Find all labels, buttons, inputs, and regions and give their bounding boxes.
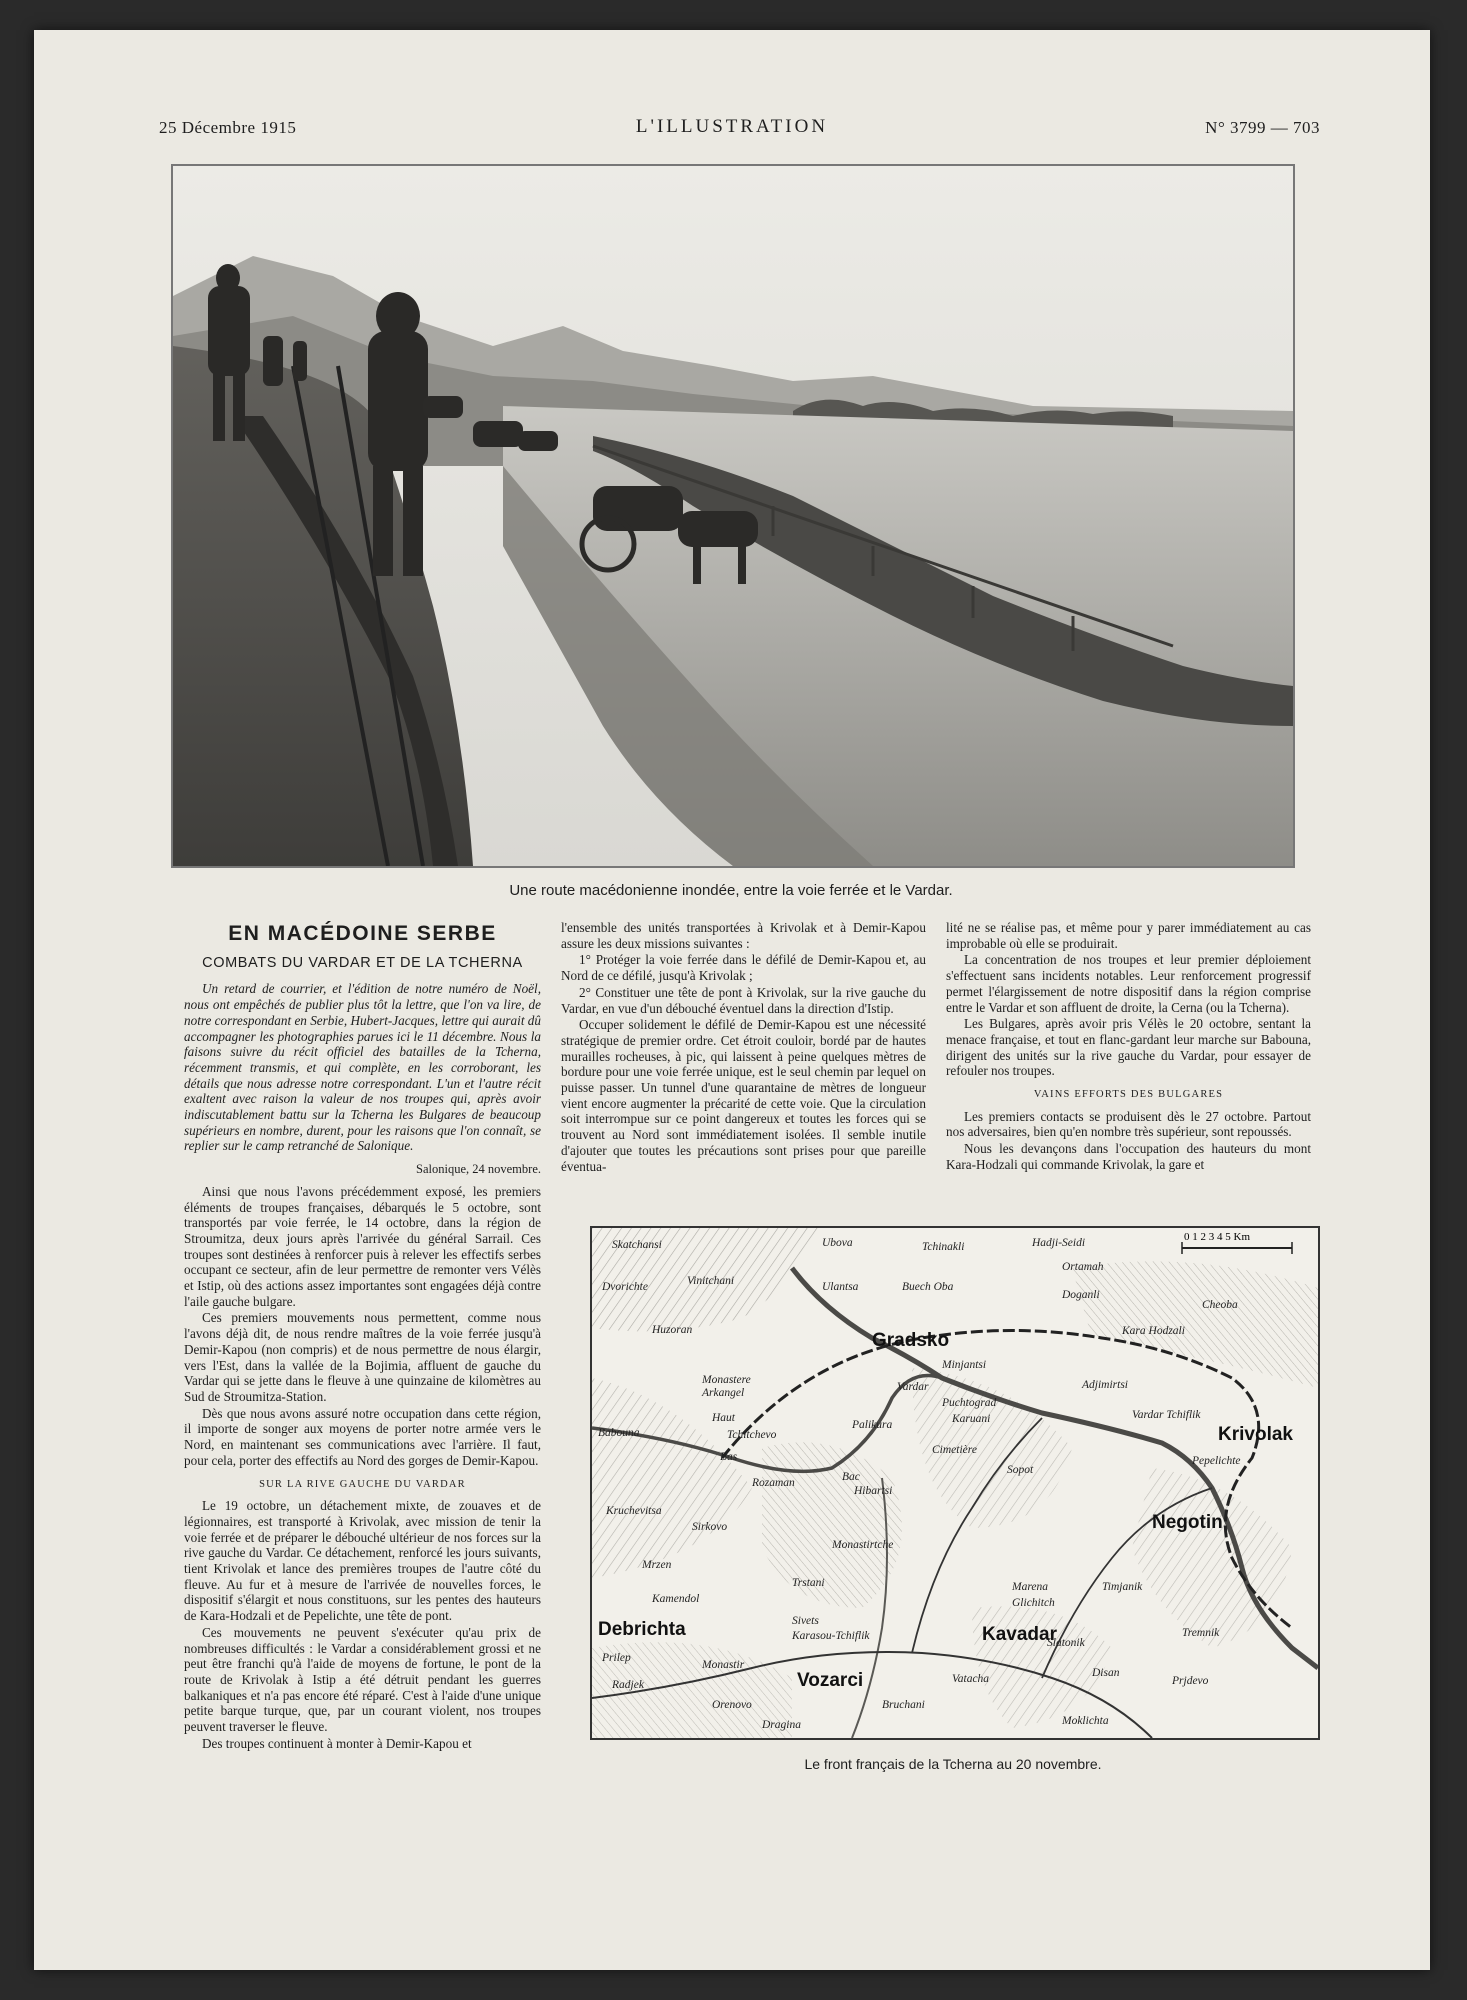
- map-village: Bac: [842, 1471, 860, 1483]
- map-village: Bas: [720, 1451, 738, 1463]
- map-town: Kavadar: [982, 1624, 1057, 1645]
- flooded-road-photo: [171, 164, 1295, 868]
- map-village: Prjdevo: [1172, 1675, 1209, 1687]
- article-column-1: [184, 920, 541, 1752]
- section-subhead: SUR LA RIVE GAUCHE DU VARDAR: [259, 1478, 466, 1490]
- map-village: Babouna: [598, 1427, 640, 1439]
- map-village: Sivets: [792, 1615, 819, 1627]
- map-village: Kara Hodzali: [1122, 1325, 1185, 1337]
- map-village: Huzoran: [652, 1324, 693, 1336]
- map-village: Tchitchevo: [727, 1429, 777, 1441]
- article-column-3: [946, 920, 1311, 1174]
- map-village: Mrzen: [642, 1559, 672, 1571]
- map-village: Kamendol: [652, 1593, 700, 1605]
- map-village: Buech Oba: [902, 1281, 954, 1293]
- intro-paragraph: Un retard de courrier, et l'édition de notre numéro de Noël, nous ont empêchés de publier plus tôt la lettre, que l'on va lire, de notre correspondant en Serbie, Hubert-Jacques, lettre qui aurait dû accompagner les photographies parues ici le 11 décembre. Nous la faisons suivre du récit officiel des batailles de la Tcherna, récemment transmis, et qui complète, en les corroborant, les détails que nous adresse notre correspondant. L'un et l'autre récit exaltent avec raison la valeur de nos troupes qui, après avoir indiscutablement battu sur la Tcherna les Bulgares de beaucoup supérieurs en nombre, durent, pour les raisons que l'on connaît, se replier sur le camp retranché de Salonique.: [184, 981, 541, 1154]
- map-village: Skatchansi: [612, 1239, 662, 1251]
- map-village: Monastere: [702, 1374, 751, 1386]
- paragraph: 2° Constituer une tête de pont à Krivolak, sur la rive gauche du Vardar, en vue d'un débouché éventuel dans la direction d'Istip.: [561, 984, 926, 1016]
- paragraph: Nous les devançons dans l'occupation des hauteurs du mont Kara-Hodzali qui commande Krivolak, la gare et: [946, 1141, 1311, 1172]
- paragraph: La concentration de nos troupes et leur premier déploiement s'effectuent sans incidents notables. Leur renforcement progressif permet l'élargissement de notre dispositif dans la région comprise entre le Vardar et son affluent de droite, la Cerna (ou la Tcherna).: [946, 952, 1311, 1015]
- map-village: Dragina: [762, 1719, 801, 1731]
- masthead-title: L'ILLUSTRATION: [635, 116, 829, 137]
- map-village: Vinitchani: [687, 1275, 735, 1287]
- map-caption: Le front français de la Tcherna au 20 novembre.: [804, 1756, 1102, 1772]
- tcherna-front-map: [590, 1226, 1320, 1740]
- dateline: Salonique, 24 novembre.: [416, 1162, 541, 1177]
- map-village: Monastir: [702, 1659, 745, 1671]
- map-village: Haut: [712, 1412, 735, 1424]
- paragraph: Des troupes continuent à monter à Demir-Kapou et: [202, 1735, 472, 1751]
- map-village: Kruchevitsa: [606, 1505, 662, 1517]
- map-village: Rozaman: [752, 1477, 795, 1489]
- article-title: EN MACÉDOINE SERBE: [228, 922, 497, 945]
- map-village: Disan: [1092, 1667, 1120, 1679]
- map-town: Vozarci: [797, 1670, 864, 1691]
- map-village: Slatonik: [1047, 1637, 1085, 1649]
- map-village: Arkangel: [702, 1387, 745, 1399]
- map-river-label: Vardar: [897, 1381, 929, 1393]
- map-village: Cimetière: [932, 1444, 977, 1456]
- map-village: Timjanik: [1102, 1581, 1143, 1593]
- map-village: Glichitch: [1012, 1597, 1055, 1609]
- map-village: Radjek: [612, 1679, 644, 1691]
- paragraph: Ces premiers mouvements nous permettent, comme nous l'avons déjà dit, de nous rendre maîtres de la voie ferrée jusqu'à Demir-Kapou (non compris) et de nous permettre de nous élargir, vers l'Est, dans la vallée de la Bojimia, affluent de gauche du Vardar qui se jette dans le fleuve à une quinzaine de kilomètres au Sud de Stroumitza-Station.: [184, 1310, 541, 1404]
- map-village: Trstani: [792, 1577, 825, 1589]
- map-village: Moklichta: [1062, 1715, 1109, 1727]
- header-page-number: N° 3799 — 703: [1205, 118, 1320, 137]
- map-village: Pepelichte: [1192, 1455, 1241, 1467]
- map-village: Karuani: [952, 1413, 991, 1425]
- map-village: Ulantsa: [822, 1281, 859, 1293]
- paragraph: Ainsi que nous l'avons précédemment exposé, les premiers éléments de troupes françaises, débarqués le 5 octobre, sont transportés par voie ferrée, le 14 octobre, dans la région de Stroumitza, deux jours après l'arrivée du général Sarrail. Ces troupes sont destinées à renforcer puis à relever les effectifs serbes occupant ce secteur, afin de leur permettre de remonter vers Vélès et Istip, où des actions assez importantes sont engagées déjà contre l'aile gauche bulgare.: [184, 1183, 541, 1309]
- newspaper-page: [34, 30, 1430, 1970]
- map-village: Dvorichte: [602, 1281, 648, 1293]
- photo-caption: Une route macédonienne inondée, entre la voie ferrée et le Vardar.: [509, 882, 953, 899]
- map-village: Tchinakli: [922, 1241, 965, 1253]
- article-subtitle: COMBATS DU VARDAR ET DE LA TCHERNA: [202, 954, 523, 971]
- map-village: Hadji-Seidi: [1032, 1237, 1086, 1249]
- map-town: Negotin: [1152, 1512, 1223, 1533]
- map-town: Debrichta: [598, 1619, 686, 1640]
- map-village: Minjantsi: [942, 1359, 987, 1371]
- section-subhead: VAINS EFFORTS DES BULGARES: [1033, 1089, 1224, 1101]
- map-village: Tremnik: [1182, 1627, 1220, 1639]
- paragraph: Occuper solidement le défilé de Demir-Kapou est une nécessité stratégique de premier ordre. Cet étroit couloir, bordé par de hautes murailles rocheuses, à pic, qui laissent à peine quelques mètres de bordure pour une voie ferrée unique, est le seul chemin par lequel on puisse passer. Un tunnel d'une quarantaine de mètres de longueur vient encore augmenter la précarité de cette voie. Que la circulation soit interrompue sur ce point dangereux et toutes les forces qui se trouvent au Nord sont immédiatement isolées. Il semble inutile d'ajouter que toutes les précautions sont prises pour que pareille éventua-: [561, 1017, 926, 1174]
- map-village: Adjimirtsi: [1082, 1379, 1129, 1391]
- map-town: Gradsko: [872, 1330, 950, 1351]
- map-village: Sirkovo: [692, 1521, 728, 1533]
- paragraph: l'ensemble des unités transportées à Krivolak et à Demir-Kapou assure les deux missions suivantes :: [561, 920, 926, 951]
- paragraph: Le 19 octobre, un détachement mixte, de zouaves et de légionnaires, est transporté à Krivolak, avec mission de tenir la voie ferrée et de préparer le débouché ultérieur de nos forces sur la rive gauche du Vardar. Ce détachement, renforcé les jours suivants, tient Krivolak et lance des premières troupes de l'autre côté du fleuve. Au fur et à mesure de l'arrivée de nouvelles forces, le dispositif s'élargit et nous constituons, sur les pentes des hauteurs de Kara-Hodzali et de Pepelichte, une tête de pont.: [184, 1498, 541, 1624]
- map-village: Ubova: [822, 1237, 853, 1249]
- map-village: Monastirtche: [832, 1539, 894, 1551]
- map-village: Bruchani: [882, 1699, 925, 1711]
- map-village: Vardar Tchiflik: [1132, 1409, 1201, 1421]
- paragraph: Dès que nous avons assuré notre occupation dans cette région, il importe de songer aux moyens de porter notre armée vers le Nord, en maintenant ses communications avec l'arrière. Il faut, pour cela, porter des effectifs au Nord des gorges de Demir-Kapou.: [184, 1405, 541, 1468]
- map-scale-label: 0 1 2 3 4 5 Km: [1184, 1231, 1250, 1243]
- map-village: Doganli: [1062, 1289, 1100, 1301]
- paragraph: Les Bulgares, après avoir pris Vélès le 20 octobre, sentant la menace française, et tout en flanc-gardant leur marche sur Babouna, dirigent des unités sur la rive gauche du Vardar, pour essayer de refouler nos troupes.: [946, 1016, 1311, 1079]
- paragraph: 1° Protéger la voie ferrée dans le défilé de Demir-Kapou et, au Nord de ce défilé, jusqu'à Krivolak ;: [561, 952, 926, 984]
- paragraph: lité ne se réalise pas, et même pour y parer immédiatement au cas improbable où elle se produirait.: [946, 920, 1311, 951]
- map-village: Ortamah: [1062, 1261, 1104, 1273]
- map-village: Karasou-Tchiflik: [792, 1630, 870, 1642]
- map-village: Vatacha: [952, 1673, 990, 1685]
- map-village: Hibartsi: [854, 1485, 893, 1497]
- map-village: Sopot: [1007, 1464, 1034, 1476]
- paragraph: Ces mouvements ne peuvent s'exécuter qu'au prix de nombreuses difficultés : le Vardar a considérablement grossi et ne peut être franchi qu'à l'aide de moyens de fortune, le pont de la route de Krivolak à Istip a été détruit pendant les guerres balkaniques et n'a pas encore été réparé. C'est à l'aide d'une unique petite barque turque, que, par un courant violent, nos troupes peuvent traverser le fleuve.: [184, 1624, 541, 1735]
- map-village: Prilep: [602, 1652, 631, 1664]
- map-village: Orenovo: [712, 1699, 752, 1711]
- map-village: Puchtograd: [942, 1397, 997, 1409]
- map-village: Cheoba: [1202, 1299, 1238, 1311]
- article-column-2: [561, 920, 926, 1175]
- map-village: Palikura: [852, 1419, 893, 1431]
- map-town: Krivolak: [1218, 1424, 1293, 1445]
- map-village: Marena: [1012, 1581, 1048, 1593]
- paragraph: Les premiers contacts se produisent dès le 27 octobre. Partout nos adversaires, bien qu'en nombre très supérieur, sont repoussés.: [946, 1108, 1311, 1140]
- header-date: 25 Décembre 1915: [159, 118, 297, 137]
